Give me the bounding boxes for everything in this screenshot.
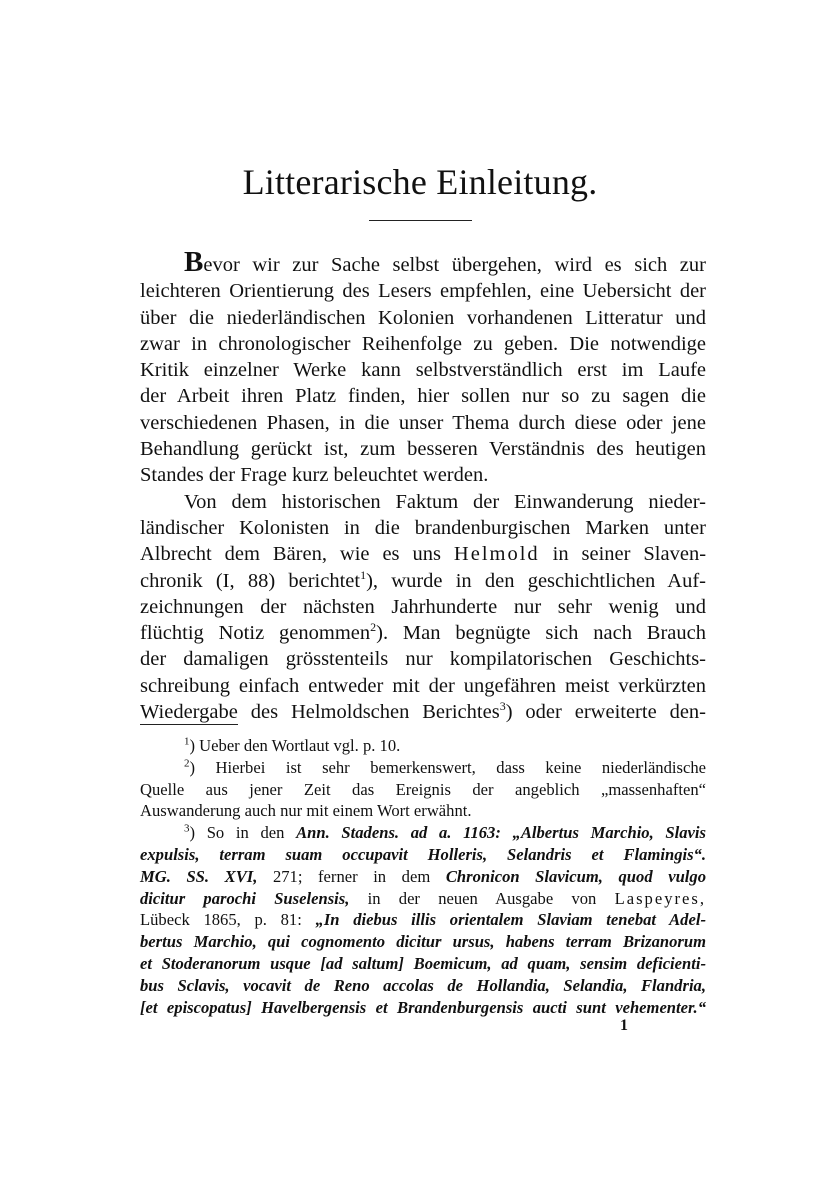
text-line: chronik (I, 88) berichtet$^1$), wurde in den geschichtlichen Auf-: [140, 567, 706, 592]
chapter-title: Litterarische Einleitung.: [242, 162, 598, 202]
footnote-mark: 2: [184, 757, 190, 770]
text-line: Albrecht dem Bären, wie es uns Helmold in seiner Slaven-: [140, 543, 707, 566]
footnote-reference: 2: [370, 620, 377, 635]
text-line: der Arbeit ihren Platz finden, hier sollen nur so zu sagen die: [140, 385, 706, 408]
footnote-3: $^3$) So in den Ann. Stadens. ad a. 1163: „Albertus Marchio, Slavis: [184, 822, 706, 843]
footnote-line: bertus Marchio, qui cognomento dicitur ursus, habens terram Brizanorum: [140, 932, 706, 952]
text-line: zeichnungen der nächsten Jahrhunderte nur sehr wenig und: [140, 595, 706, 618]
page-number: 1: [620, 1017, 628, 1034]
text-line: über die niederländischen Kolonien vorhandenen Litteratur und: [140, 306, 706, 329]
text-line: Behandlung gerückt ist, zum besseren Verständnis des heutigen: [140, 438, 706, 461]
text-line: zwar in chronologischer Reihenfolge zu geben. Die notwendige: [140, 332, 706, 355]
footnote-divider: [140, 724, 238, 725]
footnote-reference: 1: [360, 567, 367, 582]
text-line: schreibung einfach entweder mit der ungefähren meist verkürzten: [140, 674, 706, 697]
footnote-line: dicitur parochi Suselensis, in der neuen Ausgabe von Laspeyres,: [140, 888, 707, 908]
text-line: leichteren Orientierung des Lesers empfehlen, eine Uebersicht der: [140, 280, 706, 303]
footnotes: [140, 735, 706, 1018]
title-divider: [369, 220, 472, 221]
footnote-mark: 1: [184, 735, 190, 748]
footnote-line: Lübeck 1865, p. 81: „In diebus illis orientalem Slaviam tenebat Adel-: [140, 910, 706, 930]
footnote-reference: 3: [499, 699, 506, 714]
text-line: der damaligen grösstenteils nur kompilatorischen Geschichts-: [140, 648, 706, 671]
footnote-line: bus Sclavis, vocavit de Reno accolas de Hollandia, Selandia, Flandria,: [140, 975, 706, 995]
footnote-line: et Stoderanorum usque [ad saltum] Boemicum, ad quam, sensim deficienti-: [140, 953, 707, 973]
footnote-line: expulsis, terram suam occupavit Holleris, Selandris et Flamingis“.: [140, 844, 706, 864]
text-line: Bevor wir zur Sache selbst übergehen, wird es sich zur: [184, 246, 706, 278]
main-text: [140, 246, 707, 725]
footnote-line: Auswanderung auch nur mit einem Wort erwähnt.: [140, 801, 472, 821]
footnote-line: Quelle aus jener Zeit das Ereignis der angeblich „massenhaften“: [140, 779, 706, 799]
text-line: flüchtig Notiz genommen$^2$). Man begnügte sich nach Brauch: [140, 620, 707, 645]
author-name: Laspeyres,: [614, 888, 707, 908]
footnote-mark: 3: [184, 822, 190, 835]
footnote-2: $^2$) Hierbei ist sehr bemerkenswert, dass keine niederländische: [184, 757, 706, 777]
text-line: ländischer Kolonisten in die brandenburgischen Marken unter: [140, 516, 706, 539]
text-line: Wiedergabe des Helmoldschen Berichtes$^3$) oder erweiterte den-: [140, 699, 707, 724]
text-line: Von dem historischen Faktum der Einwanderung nieder-: [184, 490, 706, 513]
footnote-line: [et episcopatus] Havelbergensis et Brandenburgensis aucti sunt vehementer.“: [140, 997, 706, 1017]
footnote-line: MG. SS. XVI, 271; ferner in dem Chronicon Slavicum, quod vulgo: [140, 866, 706, 886]
drop-cap: B: [184, 246, 204, 278]
footnote-1: $^1$) Ueber den Wortlaut vgl. p. 10.: [184, 735, 401, 755]
author-name: Helmold: [453, 543, 540, 566]
text-line: verschiedenen Phasen, in die unser Thema durch diese oder jene: [140, 411, 706, 434]
text-line: Kritik einzelner Werke kann selbstverständlich erst im Laufe: [140, 359, 706, 382]
text-line: Standes der Frage kurz beleuchtet werden.: [140, 464, 489, 487]
